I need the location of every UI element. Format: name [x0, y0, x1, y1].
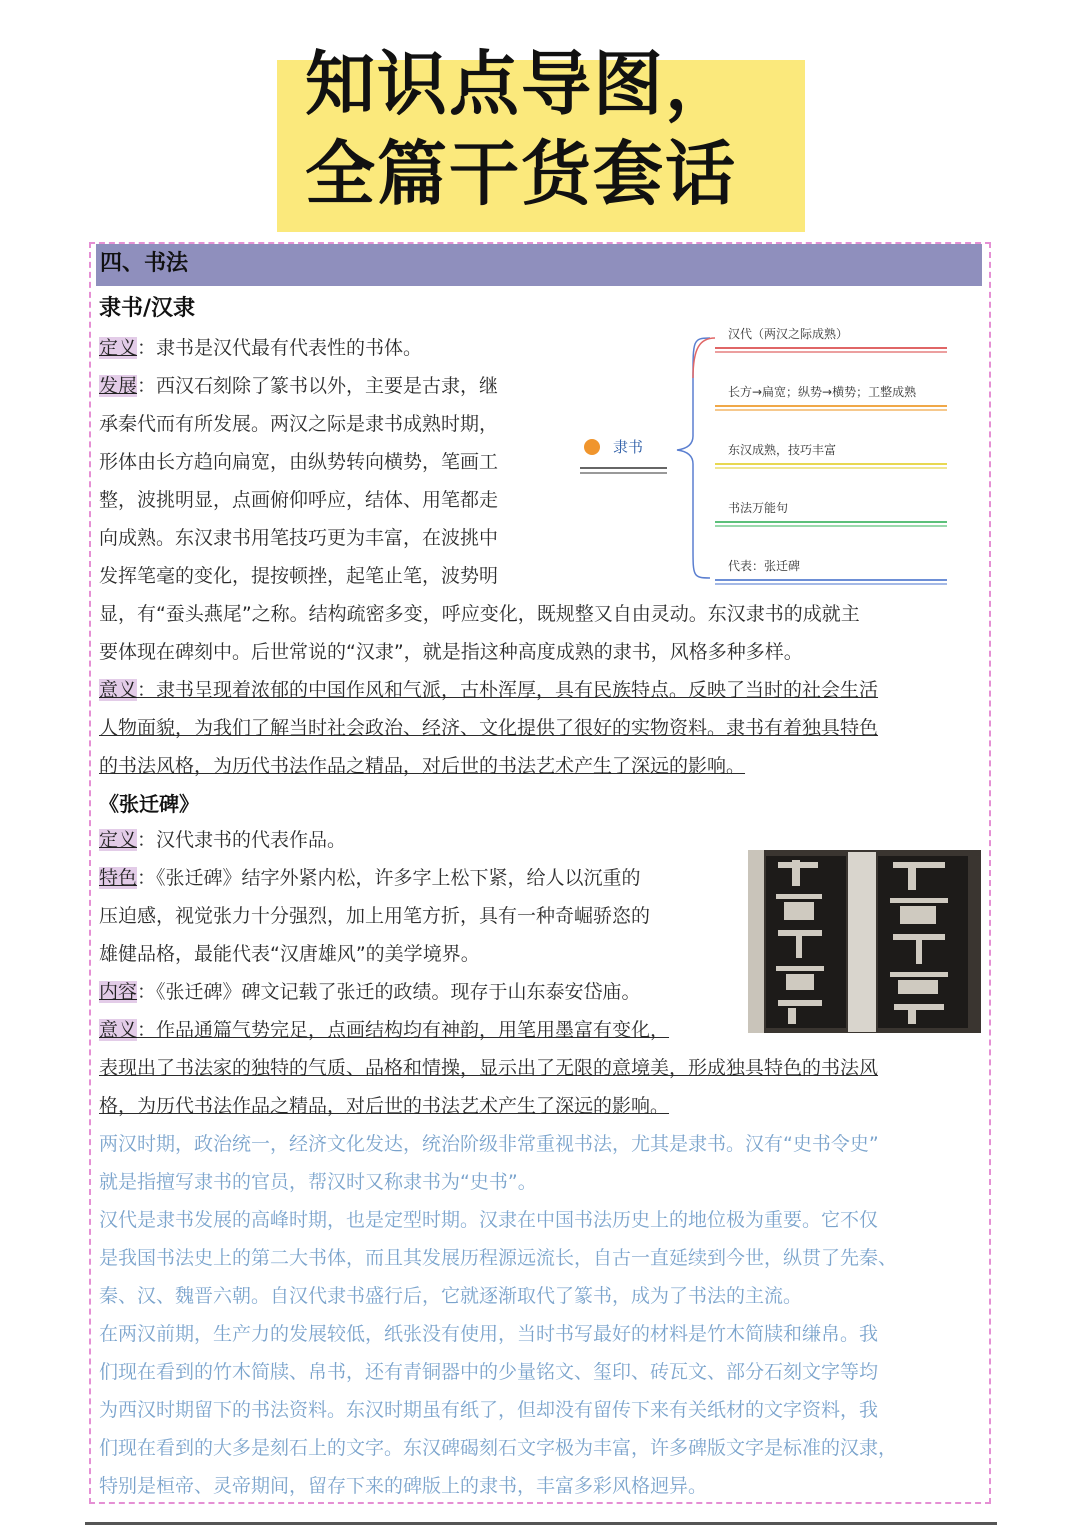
mind-map-branch-label: 书法万能句 — [728, 501, 789, 515]
notes-line: 们现在看到的大多是刻石上的文字。东汉碑碣刻石文字极为丰富，许多碑版文字是标准的汉隶， — [99, 1437, 898, 1459]
mind-map-branch-label: 代表：张迁碑 — [728, 559, 801, 573]
lishu-significance-line: 意义：隶书呈现着浓郁的中国作风和气派，古朴浑厚，具有民族特点。反映了当时的社会生活 — [99, 679, 879, 701]
lishu-development-line: 发展：西汉石刻除了篆书以外，主要是古隶，继 — [99, 375, 499, 397]
lishu-development-line: 形体由长方趋向扁宽，由纵势转向横势，笔画工 — [99, 451, 499, 473]
section-header-bar — [96, 244, 982, 286]
significance-label: 意义 — [99, 1019, 138, 1041]
content-label: 内容 — [99, 981, 138, 1003]
definition-label: 定义 — [99, 337, 138, 359]
section-title: 四、书法 — [100, 251, 189, 276]
definition-text: ：隶书是汉代最有代表性的书体。 — [137, 337, 423, 359]
mind-map-branch-label: 长方→扁宽；纵势→横势；工整成熟 — [728, 385, 917, 399]
notes-line: 秦、汉、魏晋六朝。自汉代隶书盛行后，它就逐渐取代了篆书，成为了书法的主流。 — [99, 1285, 803, 1307]
notes-line: 汉代是隶书发展的高峰时期，也是定型时期。汉隶在中国书法历史上的地位极为重要。它不仅 — [99, 1209, 879, 1231]
significance-label: 意义 — [99, 679, 138, 701]
lishu-significance-line: 的书法风格，为历代书法作品之精品，对后世的书法艺术产生了深远的影响。 — [99, 755, 746, 777]
notes-line: 特别是桓帝、灵帝期间，留存下来的碑版上的隶书，丰富多彩风格迥异。 — [99, 1475, 708, 1497]
lishu-heading: 隶书/汉隶 — [99, 296, 196, 321]
lishu-definition — [99, 335, 422, 361]
lishu-development-line: 要体现在碑刻中。后世常说的“汉隶”，就是指这种高度成熟的隶书，风格多种多样。 — [99, 641, 803, 663]
lishu-development-line: 承秦代而有所发展。两汉之际是隶书成熟时期， — [99, 413, 499, 435]
mind-map-branch-label: 汉代（两汉之际成熟） — [728, 327, 849, 341]
notes-line: 是我国书法史上的第二大书体，而且其发展历程源远流长，自古一直延续到今世，纵贯了先秦、 — [99, 1247, 898, 1269]
mind-map-branch-label: 东汉成熟，技巧丰富 — [728, 443, 837, 457]
mind-map-root: 隶书 — [613, 438, 644, 456]
zhangqian-significance-line: 表现出了书法家的独特的气质、品格和情操，显示出了无限的意境美，形成独具特色的书法风 — [99, 1057, 879, 1079]
definition-label: 定义 — [99, 829, 138, 851]
mind-map-root-dot — [584, 439, 600, 455]
stele-rubbing-image — [748, 850, 981, 1033]
notes-line: 在两汉前期，生产力的发展较低，纸张没有使用，当时书写最好的材料是竹木简牍和缣帛。我 — [99, 1323, 879, 1345]
notes-line: 为西汉时期留下的书法资料。东汉时期虽有纸了，但却没有留传下来有关纸材的文字资料，我 — [99, 1399, 879, 1421]
notes-line: 两汉时期，政治统一，经济文化发达，统治阶级非常重视书法，尤其是隶书。汉有“史书令史” — [99, 1133, 879, 1155]
mind-map-branches — [715, 326, 947, 584]
lishu-development-line: 向成熟。东汉隶书用笔技巧更为丰富，在波挑中 — [99, 527, 499, 549]
zhangqian-feature-line: 雄健品格，最能代表“汉唐雄风”的美学境界。 — [99, 943, 480, 965]
zhangqian-feature-line: 压迫感，视觉张力十分强烈，加上用笔方折，具有一种奇崛骄恣的 — [99, 905, 651, 927]
mind-map — [575, 318, 955, 593]
zhangqian-significance-line: 意义：作品通篇气势完足，点画结构均有神韵，用笔用墨富有变化， — [99, 1019, 670, 1041]
lishu-significance-line: 人物面貌，为我们了解当时社会政治、经济、文化提供了很好的实物资料。隶书有着独具特色 — [99, 717, 879, 739]
development-label: 发展 — [99, 375, 138, 397]
lishu-development-line: 整，波挑明显，点画俯仰呼应，结体、用笔都走 — [99, 489, 499, 511]
lishu-development-line: 发挥笔毫的变化，提按顿挫，起笔止笔，波势明 — [99, 565, 499, 587]
zhangqian-definition: 定义：汉代隶书的代表作品。 — [99, 829, 347, 851]
zhangqian-content: 内容：《张迁碑》碑文记载了张迁的政绩。现存于山东泰安岱庙。 — [99, 981, 641, 1003]
page-title-line-2: 全篇干货套话 — [305, 133, 737, 215]
zhangqian-feature-line: 特色：《张迁碑》结字外紧内松，许多字上松下紧，给人以沉重的 — [99, 867, 641, 889]
zhangqian-heading: 《张迁碑》 — [99, 792, 199, 816]
notes-line: 就是指擅写隶书的官员，帮汉时又称隶书为“史书”。 — [99, 1171, 537, 1193]
lishu-development-line: 显，有“蚕头燕尾”之称。结构疏密多变，呼应变化，既规整又自由灵动。东汉隶书的成就主 — [99, 603, 860, 625]
feature-label: 特色 — [99, 867, 138, 889]
bottom-divider — [85, 1522, 997, 1525]
zhangqian-significance-line: 格，为历代书法作品之精品，对后世的书法艺术产生了深远的影响。 — [99, 1095, 670, 1117]
notes-line: 们现在看到的竹木简牍、帛书，还有青铜器中的少量铭文、玺印、砖瓦文、部分石刻文字等均 — [99, 1361, 879, 1383]
page-title-line-1: 知识点导图， — [305, 43, 737, 125]
